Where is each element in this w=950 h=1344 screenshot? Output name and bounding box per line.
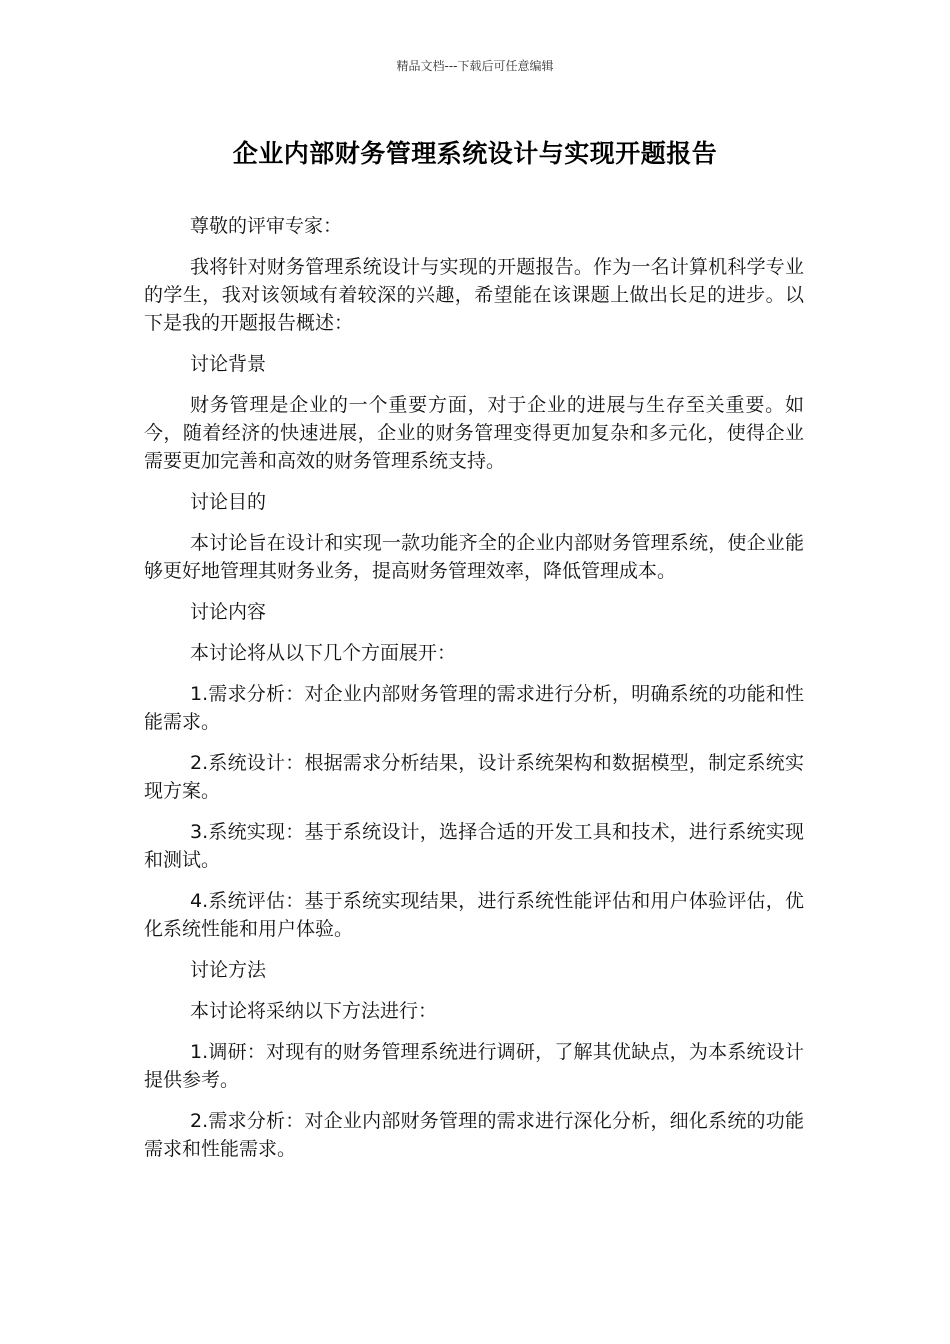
header-note: 精品文档---下载后可任意编辑 (396, 59, 554, 73)
section-heading-purpose: 讨论目的 (190, 491, 267, 513)
purpose-paragraph: 本讨论旨在设计和实现一款功能齐全的企业内部财务管理系统，使企业能够更好地管理其财务业务，提高财务管理效率，降低管理成本。 (144, 532, 804, 582)
content-item-2: 2.系统设计：根据需求分析结果，设计系统架构和数据模型，制定系统实现方案。 (144, 752, 804, 802)
document-body (144, 212, 804, 1176)
intro-paragraph: 我将针对财务管理系统设计与实现的开题报告。作为一名计算机科学专业的学生，我对该领域有着较深的兴趣，希望能在该课题上做出长足的进步。以下是我的开题报告概述： (144, 256, 804, 334)
content-intro-paragraph: 本讨论将从以下几个方面展开： (190, 642, 457, 664)
document-title: 企业内部财务管理系统设计与实现开题报告 (232, 139, 718, 168)
background-paragraph: 财务管理是企业的一个重要方面，对于企业的进展与生存至关重要。如今，随着经济的快速进展，企业的财务管理变得更加复杂和多元化，使得企业需要更加完善和高效的财务管理系统支持。 (144, 394, 804, 472)
section-heading-background: 讨论背景 (190, 353, 267, 375)
content-item-1: 1.需求分析：对企业内部财务管理的需求进行分析，明确系统的功能和性能需求。 (144, 683, 804, 733)
method-item-2: 2.需求分析：对企业内部财务管理的需求进行深化分析，细化系统的功能需求和性能需求。 (144, 1110, 804, 1160)
method-item-1: 1.调研：对现有的财务管理系统进行调研，了解其优缺点，为本系统设计提供参考。 (144, 1041, 804, 1091)
content-item-3: 3.系统实现：基于系统设计，选择合适的开发工具和技术，进行系统实现和测试。 (144, 821, 804, 871)
method-intro-paragraph: 本讨论将采纳以下方法进行： (190, 1000, 438, 1022)
section-heading-content: 讨论内容 (190, 601, 267, 623)
section-heading-method: 讨论方法 (190, 959, 267, 981)
content-item-4: 4.系统评估：基于系统实现结果，进行系统性能评估和用户体验评估，优化系统性能和用户体验。 (144, 890, 804, 940)
salutation: 尊敬的评审专家： (190, 215, 343, 237)
